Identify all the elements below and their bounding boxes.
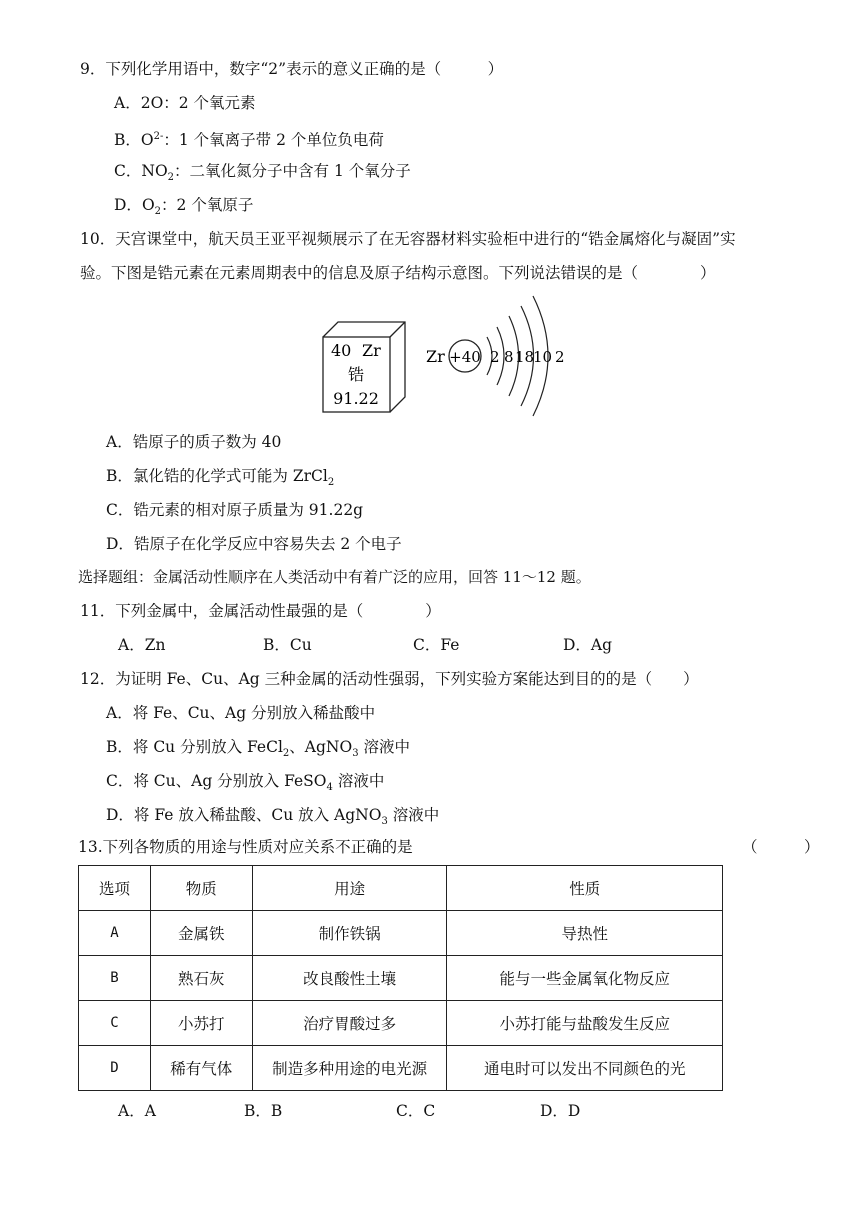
option-text: ：2 个氧原子: [161, 196, 254, 214]
option-text: 氯化锆的化学式可能为 ZrCl: [132, 467, 328, 485]
table-cell: C: [79, 1001, 151, 1046]
table-cell: 治疗胃酸过多: [252, 1001, 447, 1046]
q11-option-b: B．Cu: [263, 636, 312, 654]
option-text: 、AgNO: [289, 738, 353, 756]
q13-answer-bracket: （ ）: [742, 838, 820, 856]
q12-stem: 12．为证明 Fe、Cu、Ag 三种金属的活动性强弱，下列实验方案能达到目的的是（ ）: [80, 670, 699, 688]
table-header-row: [79, 866, 723, 911]
formula-sub: 2: [154, 206, 162, 218]
option-text: D．将 Fe 放入稀盐酸、Cu 放入 AgNO: [106, 806, 382, 824]
q13-option-c: C．C: [396, 1102, 436, 1120]
table-header: 性质: [447, 866, 723, 911]
table-header: 选项: [79, 866, 151, 911]
q11-stem: 11．下列金属中，金属活动性最强的是（ ）: [80, 602, 441, 620]
formula-sub: 4: [326, 782, 333, 794]
option-letter: A．: [114, 94, 141, 112]
formula-sub: 2: [167, 172, 175, 184]
table-cell: 通电时可以发出不同颜色的光: [447, 1046, 723, 1091]
option-text: ：1 个氧离子带 2 个单位负电荷: [163, 131, 384, 150]
table-cell: D: [79, 1046, 151, 1091]
q13-table: [78, 865, 723, 1091]
option-text: 锆原子在化学反应中容易失去 2 个电子: [133, 535, 402, 553]
q13-option-b: B．B: [244, 1102, 283, 1120]
q12-option-a: A．将 Fe、Cu、Ag 分别放入稀盐酸中: [106, 704, 376, 722]
q10-option-a: [106, 431, 281, 453]
option-text: 溶液中: [332, 772, 385, 790]
table-row: [79, 956, 723, 1001]
option-text: 2O：2 个氧元素: [140, 94, 256, 112]
group-intro: 选择题组：金属活动性顺序在人类活动中有着广泛的应用，回答 11～12 题。: [78, 568, 591, 586]
formula: O: [141, 196, 155, 214]
q9-stem: 9．下列化学用语中，数字“2”表示的意义正确的是（ ）: [80, 60, 504, 78]
table-cell: 小苏打能与盐酸发生反应: [447, 1001, 723, 1046]
q12-option-d: [106, 804, 439, 833]
option-letter: A．: [106, 433, 133, 451]
table-cell: B: [79, 956, 151, 1001]
q11-option-a: A．Zn: [118, 636, 166, 654]
option-text: 锆原子的质子数为 40: [132, 433, 282, 451]
option-text: C．将 Cu、Ag 分别放入 FeSO: [106, 772, 327, 790]
option-letter: B．: [106, 467, 133, 485]
table-cell: A: [79, 911, 151, 956]
formula-sub: 2: [327, 477, 335, 489]
option-text: ：二氧化氮分子中含有 1 个氧分子: [174, 162, 411, 180]
table-cell: 能与一些金属氧化物反应: [447, 956, 723, 1001]
q10-option-b: [106, 465, 334, 494]
table-cell: 制造多种用途的电光源: [252, 1046, 447, 1091]
formula-sub: 3: [352, 748, 359, 760]
option-letter: C．: [114, 162, 142, 180]
option-letter: B．: [114, 131, 141, 150]
table-row: [79, 1001, 723, 1046]
table-header: 用途: [252, 866, 447, 911]
option-letter: D．: [106, 535, 134, 553]
formula: O: [140, 131, 154, 150]
shell-electrons-3: 18: [515, 348, 535, 366]
element-card-symbol: Zr: [362, 341, 381, 360]
option-letter: C．: [106, 501, 134, 519]
shell-electrons-4: 10: [533, 348, 553, 366]
q12-option-c: [106, 770, 384, 799]
q13-option-a: A．A: [118, 1102, 156, 1120]
formula-sub: 2: [282, 748, 290, 760]
table-row: [79, 911, 723, 956]
table-header: 物质: [150, 866, 252, 911]
option-text: 溶液中: [358, 738, 410, 756]
shell-electrons-2: 8: [504, 348, 514, 366]
table-row: [79, 1046, 723, 1091]
element-card-mass: 91.22: [333, 389, 379, 408]
nucleus-charge: +40: [449, 348, 481, 366]
q13-option-d: D．D: [540, 1102, 581, 1120]
q13-stem: 13.下列各物质的用途与性质对应关系不正确的是: [78, 838, 413, 856]
formula-sub: 3: [381, 816, 388, 828]
shell-electrons-5: 2: [555, 348, 565, 366]
formula-sup: 2-: [153, 131, 164, 142]
q10-option-d: [106, 533, 402, 555]
table-cell: 稀有气体: [150, 1046, 252, 1091]
atom-symbol: Zr: [426, 347, 445, 366]
table-cell: 小苏打: [150, 1001, 252, 1046]
option-text: 溶液中: [387, 806, 440, 824]
table-cell: 金属铁: [150, 911, 252, 956]
q10-option-c: [106, 499, 363, 521]
option-text: B．将 Cu 分别放入 FeCl: [106, 738, 283, 756]
formula: NO: [141, 162, 168, 180]
element-card-number: 40: [331, 341, 352, 360]
q11-option-d: D．Ag: [563, 636, 613, 654]
table-cell: 改良酸性土壤: [252, 956, 447, 1001]
shell-electrons-1: 2: [490, 348, 500, 366]
option-letter: D．: [114, 196, 142, 214]
table-cell: 导热性: [447, 911, 723, 956]
element-card-name: 锆: [347, 365, 365, 384]
q10-stem-line1: 10．天宫课堂中，航天员王亚平视频展示了在无容器材料实验柜中进行的“锆金属熔化与凝固”实: [80, 230, 736, 248]
table-cell: 熟石灰: [150, 956, 252, 1001]
q12-option-b: [106, 736, 410, 765]
table-cell: 制作铁锅: [252, 911, 447, 956]
q10-stem-line2: 验。下图是锆元素在元素周期表中的信息及原子结构示意图。下列说法错误的是（ ）: [80, 264, 716, 282]
option-text: 锆元素的相对原子质量为 91.22g: [133, 501, 364, 519]
q11-option-c: C．Fe: [413, 636, 460, 654]
